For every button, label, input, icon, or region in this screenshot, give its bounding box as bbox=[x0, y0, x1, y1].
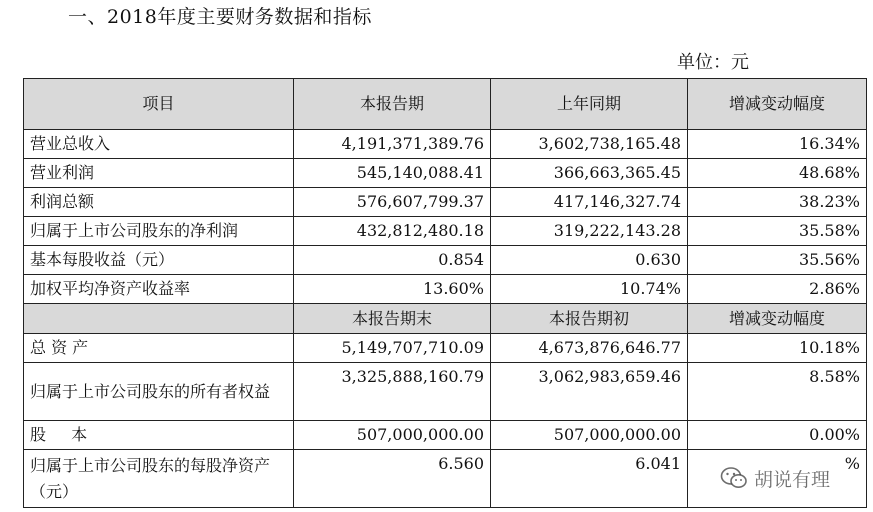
financial-data-table bbox=[23, 78, 867, 508]
row-change: 2.86% bbox=[688, 275, 867, 304]
table-row bbox=[24, 188, 867, 217]
row-item: 加权平均净资产收益率 bbox=[24, 275, 294, 304]
header-prior-period: 上年同期 bbox=[491, 79, 688, 130]
row-item: 股 本 bbox=[24, 421, 294, 450]
table-row bbox=[24, 217, 867, 246]
watermark-text: 胡说有理 bbox=[754, 468, 831, 491]
header-current-period: 本报告期 bbox=[294, 79, 491, 130]
row-prior: 417,146,327.74 bbox=[491, 188, 688, 217]
row-current: 432,812,480.18 bbox=[294, 217, 491, 246]
row-prior: 507,000,000.00 bbox=[491, 421, 688, 450]
row-prior: 6.041 bbox=[491, 450, 688, 508]
row-prior: 3,602,738,165.48 bbox=[491, 130, 688, 159]
row-change: 0.00% bbox=[688, 421, 867, 450]
row-change: 38.23% bbox=[688, 188, 867, 217]
row-item: 营业利润 bbox=[24, 159, 294, 188]
table-row bbox=[24, 275, 867, 304]
subheader-item bbox=[24, 304, 294, 334]
row-prior: 10.74% bbox=[491, 275, 688, 304]
row-change: 8.58% bbox=[688, 363, 867, 421]
table-row bbox=[24, 334, 867, 363]
section-title: 一、2018年度主要财务数据和指标 bbox=[68, 6, 372, 28]
row-prior: 4,673,876,646.77 bbox=[491, 334, 688, 363]
row-current: 576,607,799.37 bbox=[294, 188, 491, 217]
row-current: 3,325,888,160.79 bbox=[294, 363, 491, 421]
table-row bbox=[24, 246, 867, 275]
row-change: 35.58% bbox=[688, 217, 867, 246]
row-item: 归属于上市公司股东的所有者权益 bbox=[24, 363, 294, 421]
table-row bbox=[24, 130, 867, 159]
subheader-period-end: 本报告期末 bbox=[294, 304, 491, 334]
table-row bbox=[24, 159, 867, 188]
table-row bbox=[24, 363, 867, 421]
row-change: 16.34% bbox=[688, 130, 867, 159]
header-change-rate: 增减变动幅度 bbox=[688, 79, 867, 130]
row-prior: 366,663,365.45 bbox=[491, 159, 688, 188]
unit-label: 单位：元 bbox=[677, 52, 749, 73]
row-current: 507,000,000.00 bbox=[294, 421, 491, 450]
row-change: 10.18% bbox=[688, 334, 867, 363]
row-item: 归属于上市公司股东的每股净资产（元） bbox=[24, 450, 294, 508]
row-current: 13.60% bbox=[294, 275, 491, 304]
row-change: 35.56% bbox=[688, 246, 867, 275]
row-item: 总 资 产 bbox=[24, 334, 294, 363]
row-item: 营业总收入 bbox=[24, 130, 294, 159]
row-item: 归属于上市公司股东的净利润 bbox=[24, 217, 294, 246]
table-row bbox=[24, 450, 867, 508]
table-header-row bbox=[24, 79, 867, 130]
row-change: 48.68% bbox=[688, 159, 867, 188]
subheader-change-rate: 增减变动幅度 bbox=[688, 304, 867, 334]
subheader-period-start: 本报告期初 bbox=[491, 304, 688, 334]
row-current: 5,149,707,710.09 bbox=[294, 334, 491, 363]
row-current: 4,191,371,389.76 bbox=[294, 130, 491, 159]
row-prior: 3,062,983,659.46 bbox=[491, 363, 688, 421]
row-current: 545,140,088.41 bbox=[294, 159, 491, 188]
row-item: 利润总额 bbox=[24, 188, 294, 217]
table-row bbox=[24, 421, 867, 450]
row-item: 基本每股收益（元） bbox=[24, 246, 294, 275]
header-item: 项目 bbox=[24, 79, 294, 130]
row-current: 6.560 bbox=[294, 450, 491, 508]
table-subheader-row bbox=[24, 304, 867, 334]
row-prior: 319,222,143.28 bbox=[491, 217, 688, 246]
row-current: 0.854 bbox=[294, 246, 491, 275]
row-prior: 0.630 bbox=[491, 246, 688, 275]
row-change: % bbox=[688, 450, 867, 508]
